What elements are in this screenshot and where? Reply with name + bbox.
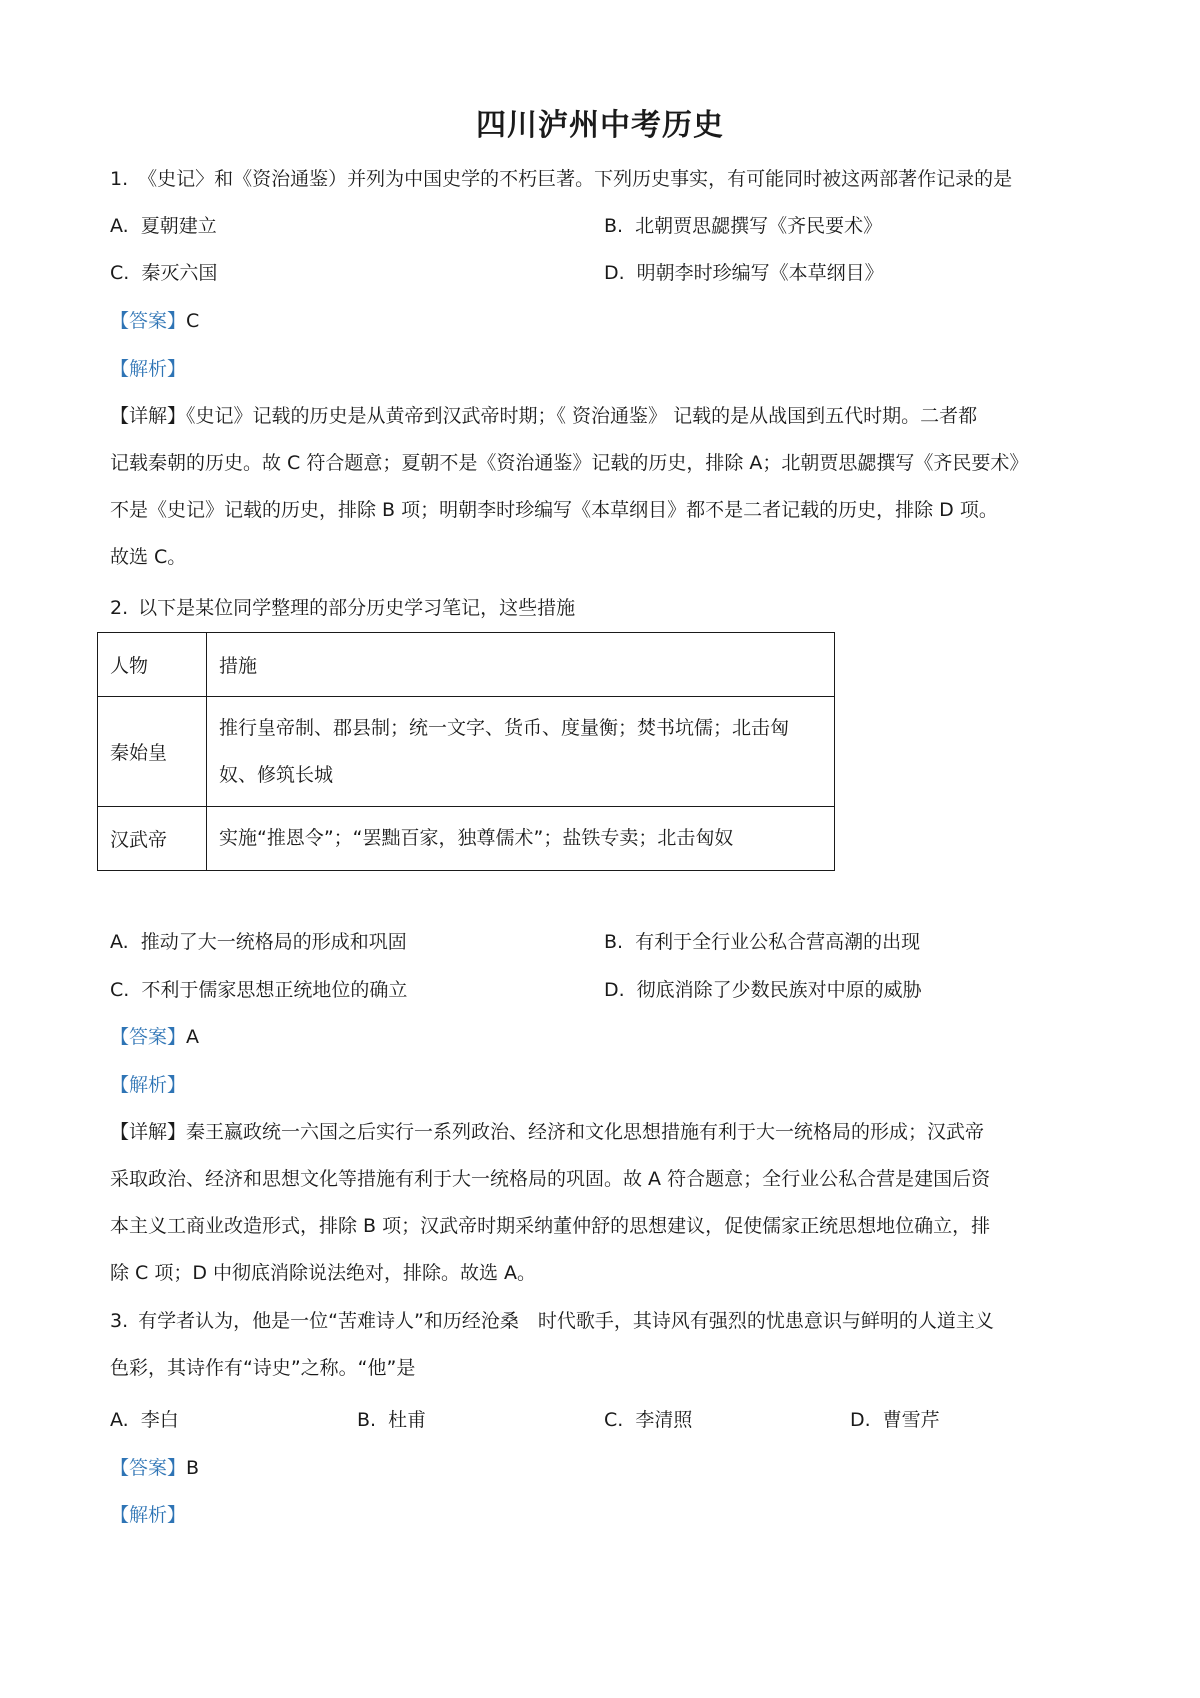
notes-table: [97, 632, 835, 871]
detail-line: 本主义工商业改造形式，排除 B 项；汉武帝时期采纳董仲舒的思想建议，促使儒家正统思想地位确立，排: [110, 1215, 991, 1237]
analysis-tag: 【解析】: [110, 1504, 187, 1526]
option-text: 杜甫: [388, 1409, 427, 1431]
option-d: [604, 260, 884, 286]
option-c: [604, 1407, 692, 1433]
measure-line: 实施“推恩令”；“罢黜百家，独尊儒术”；盐铁专卖；北击匈奴: [219, 827, 734, 849]
question-text: 《史记〉和《资治通鉴）并列为中国史学的不朽巨著。下列历史事实，有可能同时被这两部著作记录的是: [138, 168, 1013, 190]
detail-paragraph: [110, 1109, 1100, 1297]
detail-line: 【详解】《史记》记载的历史是从黄帝到汉武帝时期；《 资治通鉴》 记载的是从战国到五代时期。二者都: [110, 405, 978, 427]
answer-tag: 【答案】: [110, 310, 187, 332]
option-c: [110, 260, 217, 286]
detail-line: 采取政治、经济和思想文化等措施有利于大一统格局的巩固。故 A 符合题意；全行业公私合营是建国后资: [110, 1168, 991, 1190]
table-row: [98, 807, 835, 871]
detail-tag: 【详解】: [110, 405, 187, 427]
option-text: 秦灭六国: [141, 262, 218, 284]
analysis-line: [110, 356, 186, 382]
table-cell-measures: [207, 807, 835, 871]
answer-value: B: [186, 1457, 200, 1479]
table-header-row: [98, 633, 835, 697]
page-title: 四川泸州中考历史: [476, 108, 724, 143]
table-cell-person: 汉武帝: [98, 807, 207, 871]
option-text: 曹雪芹: [882, 1409, 940, 1431]
option-d: [604, 977, 922, 1003]
question-1: [110, 166, 1012, 192]
detail-tag: 【详解】: [110, 1121, 187, 1143]
option-a: [110, 929, 407, 955]
option-b: [604, 213, 882, 239]
option-text: 北朝贾思勰撰写《齐民要术》: [635, 215, 883, 237]
option-text: 李白: [140, 1409, 179, 1431]
option-text: 推动了大一统格局的形成和巩固: [140, 931, 407, 953]
question-2: [110, 595, 575, 621]
option-text: 明朝李时珍编写《本草纲目》: [636, 262, 884, 284]
answer-tag: 【答案】: [110, 1457, 187, 1479]
measure-line: 推行皇帝制、郡县制；统一文字、货币、度量衡；焚书坑儒；北击匈: [219, 716, 790, 739]
option-letter: D.: [850, 1409, 871, 1431]
analysis-line: [110, 1502, 186, 1528]
analysis-tag: 【解析】: [110, 1074, 187, 1096]
question-text: 以下是某位同学整理的部分历史学习笔记，这些措施: [138, 597, 576, 619]
option-letter: A.: [110, 1409, 129, 1431]
option-letter: A.: [110, 931, 129, 953]
question-number: 2.: [110, 597, 129, 619]
table-cell-person: 秦始皇: [98, 697, 207, 807]
answer-line: [110, 1024, 199, 1050]
option-text: 彻底消除了少数民族对中原的威胁: [636, 979, 922, 1001]
table-header-cell: 人物: [98, 633, 207, 697]
detail-paragraph: [110, 393, 1100, 581]
option-b: [604, 929, 920, 955]
option-text: 有利于全行业公私合营高潮的出现: [635, 931, 921, 953]
option-d: [850, 1407, 940, 1433]
analysis-tag: 【解析】: [110, 358, 187, 380]
option-letter: D.: [604, 979, 625, 1001]
table-header-cell: 措施: [207, 633, 835, 697]
detail-line: 不是《史记》记载的历史，排除 B 项；明朝李时珍编写《本草纲目》都不是二者记载的历史，排除 D 项。: [110, 499, 998, 521]
measure-line: 奴、修筑长城: [219, 763, 334, 786]
analysis-line: [110, 1072, 186, 1098]
answer-tag: 【答案】: [110, 1026, 187, 1048]
option-letter: C.: [110, 979, 130, 1001]
option-letter: B.: [604, 215, 624, 237]
option-letter: A.: [110, 215, 129, 237]
option-c: [110, 977, 407, 1003]
table-cell-measures: [207, 697, 835, 807]
option-b: [357, 1407, 426, 1433]
detail-line: 除 C 项；D 中彻底消除说法绝对，排除。故选 A。: [110, 1262, 537, 1284]
table-row: [98, 697, 835, 807]
option-a: [110, 213, 217, 239]
question-number: 3.: [110, 1310, 129, 1332]
option-text: 夏朝建立: [140, 215, 217, 237]
question-line: 3. 有学者认为，他是一位“苦难诗人”和历经沧桑 时代歌手，其诗风有强烈的忧患意识与鲜明的人道主义: [110, 1298, 1100, 1345]
detail-line: 【详解】秦王嬴政统一六国之后实行一系列政治、经济和文化思想措施有利于大一统格局的形成；汉武帝: [110, 1121, 985, 1143]
option-text: 李清照: [635, 1409, 693, 1431]
answer-line: [110, 1455, 199, 1481]
option-text: 不利于儒家思想正统地位的确立: [141, 979, 408, 1001]
detail-line: 故选 C。: [110, 546, 187, 568]
option-letter: B.: [604, 931, 624, 953]
option-a: [110, 1407, 179, 1433]
answer-value: C: [186, 310, 200, 332]
answer-value: A: [186, 1026, 200, 1048]
question-3: [110, 1298, 1100, 1392]
option-letter: C.: [110, 262, 130, 284]
option-letter: C.: [604, 1409, 624, 1431]
option-letter: D.: [604, 262, 625, 284]
question-number: 1.: [110, 168, 129, 190]
option-letter: B.: [357, 1409, 377, 1431]
answer-line: [110, 308, 199, 334]
detail-line: 记载秦朝的历史。故 C 符合题意；夏朝不是《资治通鉴》记载的历史，排除 A；北朝贾思勰撰写《齐民要术》: [110, 452, 1029, 474]
question-line: 色彩，其诗作有“诗史”之称。“他”是: [110, 1357, 416, 1379]
